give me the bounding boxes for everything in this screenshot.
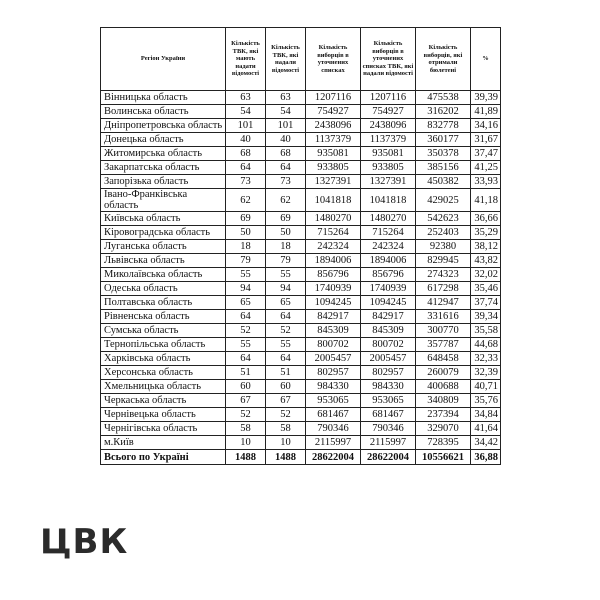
cell-voters-reported: 2005457: [361, 352, 416, 366]
cell-percent: 34,84: [471, 408, 501, 422]
table-row: [101, 422, 501, 436]
cell-voters-reported: 681467: [361, 408, 416, 422]
header-region: Регіон України: [101, 28, 226, 91]
cell-region: Миколаївська область: [101, 268, 226, 282]
table-row: [101, 380, 501, 394]
cell-tvk-reported: 51: [266, 366, 306, 380]
cell-percent: 44,68: [471, 338, 501, 352]
cell-tvk-reported: 40: [266, 133, 306, 147]
cell-voters-lists: 1207116: [306, 91, 361, 105]
table-row: [101, 254, 501, 268]
cell-ballots-received: 728395: [416, 436, 471, 450]
table-row: [101, 189, 501, 212]
cell-tvk-reported: 10: [266, 436, 306, 450]
cell-tvk-reported: 69: [266, 212, 306, 226]
cell-region: Черкаська область: [101, 394, 226, 408]
cell-ballots-received: 450382: [416, 175, 471, 189]
cell-tvk-reported: 63: [266, 91, 306, 105]
cell-percent: 35,29: [471, 226, 501, 240]
cell-tvk-expected: 58: [226, 422, 266, 436]
table-row: [101, 240, 501, 254]
cell-tvk-expected: 63: [226, 91, 266, 105]
cell-voters-lists: 856796: [306, 268, 361, 282]
cell-ballots-received: 829945: [416, 254, 471, 268]
table-row: [101, 352, 501, 366]
cell-percent: 37,47: [471, 147, 501, 161]
cell-voters-reported: 933805: [361, 161, 416, 175]
cell-percent: 39,39: [471, 91, 501, 105]
cell-tvk-expected: 55: [226, 338, 266, 352]
total-cell-voters-lists: 28622004: [306, 450, 361, 465]
cell-tvk-expected: 62: [226, 189, 266, 212]
cell-voters-reported: 1207116: [361, 91, 416, 105]
cell-ballots-received: 350378: [416, 147, 471, 161]
table-row: [101, 175, 501, 189]
cell-tvk-reported: 67: [266, 394, 306, 408]
table-header-row: [101, 28, 501, 91]
cell-percent: 32,02: [471, 268, 501, 282]
cell-region: Сумська область: [101, 324, 226, 338]
cell-tvk-expected: 51: [226, 366, 266, 380]
cell-percent: 41,89: [471, 105, 501, 119]
cell-percent: 41,18: [471, 189, 501, 212]
cell-voters-reported: 1094245: [361, 296, 416, 310]
total-cell-ballots-received: 10556621: [416, 450, 471, 465]
cell-tvk-reported: 52: [266, 408, 306, 422]
cell-voters-lists: 1740939: [306, 282, 361, 296]
cell-voters-lists: 800702: [306, 338, 361, 352]
cell-region: Одеська область: [101, 282, 226, 296]
cell-tvk-reported: 55: [266, 268, 306, 282]
cell-voters-reported: 856796: [361, 268, 416, 282]
cell-percent: 41,64: [471, 422, 501, 436]
cell-region: Волинська область: [101, 105, 226, 119]
cell-ballots-received: 400688: [416, 380, 471, 394]
cell-voters-lists: 1480270: [306, 212, 361, 226]
cell-voters-lists: 681467: [306, 408, 361, 422]
cell-region: Львівська область: [101, 254, 226, 268]
cell-ballots-received: 237394: [416, 408, 471, 422]
total-cell-tvk-expected: 1488: [226, 450, 266, 465]
cell-tvk-reported: 54: [266, 105, 306, 119]
cell-tvk-expected: 52: [226, 324, 266, 338]
table-row: [101, 324, 501, 338]
cell-voters-reported: 845309: [361, 324, 416, 338]
cell-tvk-expected: 52: [226, 408, 266, 422]
cell-voters-lists: 790346: [306, 422, 361, 436]
table-row: [101, 268, 501, 282]
cell-percent: 39,34: [471, 310, 501, 324]
cell-ballots-received: 360177: [416, 133, 471, 147]
cell-tvk-expected: 60: [226, 380, 266, 394]
total-cell-voters-reported: 28622004: [361, 450, 416, 465]
cell-voters-reported: 754927: [361, 105, 416, 119]
cell-ballots-received: 260079: [416, 366, 471, 380]
table-row: [101, 147, 501, 161]
cell-region: Хмельницька область: [101, 380, 226, 394]
cell-tvk-expected: 67: [226, 394, 266, 408]
header-ballots-received: Кількість виборців, які отримали бюлетені: [416, 28, 471, 91]
table-row: [101, 133, 501, 147]
cell-tvk-reported: 101: [266, 119, 306, 133]
table-row: [101, 408, 501, 422]
cell-voters-reported: 790346: [361, 422, 416, 436]
cell-voters-reported: 2438096: [361, 119, 416, 133]
cell-tvk-expected: 68: [226, 147, 266, 161]
cell-voters-reported: 1740939: [361, 282, 416, 296]
cell-tvk-reported: 73: [266, 175, 306, 189]
cell-ballots-received: 329070: [416, 422, 471, 436]
cell-tvk-reported: 52: [266, 324, 306, 338]
cell-region: Рівненська область: [101, 310, 226, 324]
cell-ballots-received: 316202: [416, 105, 471, 119]
table-body: [101, 91, 501, 465]
cell-voters-lists: 935081: [306, 147, 361, 161]
cell-percent: 37,74: [471, 296, 501, 310]
cell-region: Чернігівська область: [101, 422, 226, 436]
cell-voters-reported: 953065: [361, 394, 416, 408]
cell-tvk-expected: 94: [226, 282, 266, 296]
cell-voters-lists: 1137379: [306, 133, 361, 147]
cell-tvk-expected: 79: [226, 254, 266, 268]
cell-ballots-received: 412947: [416, 296, 471, 310]
cell-voters-reported: 935081: [361, 147, 416, 161]
table-row: [101, 212, 501, 226]
cell-tvk-expected: 65: [226, 296, 266, 310]
total-cell-region: Всього по Україні: [101, 450, 226, 465]
cell-percent: 43,82: [471, 254, 501, 268]
cell-voters-lists: 1094245: [306, 296, 361, 310]
cell-region: Житомирська область: [101, 147, 226, 161]
cell-tvk-reported: 18: [266, 240, 306, 254]
cell-voters-lists: 242324: [306, 240, 361, 254]
cell-percent: 35,76: [471, 394, 501, 408]
cell-tvk-reported: 68: [266, 147, 306, 161]
table-row: [101, 394, 501, 408]
cell-voters-reported: 242324: [361, 240, 416, 254]
cell-percent: 31,67: [471, 133, 501, 147]
cell-tvk-reported: 50: [266, 226, 306, 240]
cell-tvk-expected: 18: [226, 240, 266, 254]
cell-percent: 35,58: [471, 324, 501, 338]
cell-percent: 35,46: [471, 282, 501, 296]
cell-tvk-expected: 50: [226, 226, 266, 240]
cell-voters-reported: 802957: [361, 366, 416, 380]
cell-voters-lists: 2005457: [306, 352, 361, 366]
cell-tvk-expected: 40: [226, 133, 266, 147]
cell-voters-reported: 2115997: [361, 436, 416, 450]
cell-ballots-received: 832778: [416, 119, 471, 133]
cell-ballots-received: 274323: [416, 268, 471, 282]
table-row: [101, 161, 501, 175]
cell-tvk-expected: 55: [226, 268, 266, 282]
cell-ballots-received: 542623: [416, 212, 471, 226]
cell-region: Чернівецька область: [101, 408, 226, 422]
cell-tvk-reported: 79: [266, 254, 306, 268]
cell-voters-lists: 845309: [306, 324, 361, 338]
table-row: [101, 296, 501, 310]
cell-ballots-received: 475538: [416, 91, 471, 105]
cell-region: Вінницька область: [101, 91, 226, 105]
cell-ballots-received: 648458: [416, 352, 471, 366]
cell-ballots-received: 340809: [416, 394, 471, 408]
table-row: [101, 310, 501, 324]
table-row: [101, 105, 501, 119]
table-row: [101, 366, 501, 380]
cell-percent: 38,12: [471, 240, 501, 254]
cell-voters-lists: 984330: [306, 380, 361, 394]
cell-region: Запорізька область: [101, 175, 226, 189]
header-voters-reported: Кількість виборців в уточнених списках ТВК, які надали відомості: [361, 28, 416, 91]
cell-voters-reported: 1327391: [361, 175, 416, 189]
cell-voters-lists: 953065: [306, 394, 361, 408]
cell-tvk-reported: 60: [266, 380, 306, 394]
cell-voters-reported: 800702: [361, 338, 416, 352]
header-percent: %: [471, 28, 501, 91]
cell-voters-lists: 2115997: [306, 436, 361, 450]
table-row: [101, 282, 501, 296]
cell-region: Донецька область: [101, 133, 226, 147]
table-row: [101, 338, 501, 352]
cell-ballots-received: 252403: [416, 226, 471, 240]
cell-voters-lists: 715264: [306, 226, 361, 240]
cell-voters-lists: 842917: [306, 310, 361, 324]
cell-voters-lists: 1894006: [306, 254, 361, 268]
cell-percent: 33,93: [471, 175, 501, 189]
cell-voters-reported: 715264: [361, 226, 416, 240]
cell-voters-reported: 1894006: [361, 254, 416, 268]
header-tvk-reported: Кількість ТВК, які надали відомості: [266, 28, 306, 91]
cell-percent: 32,39: [471, 366, 501, 380]
cell-region: Харківська область: [101, 352, 226, 366]
cell-region: Полтавська область: [101, 296, 226, 310]
cell-tvk-reported: 64: [266, 352, 306, 366]
cell-tvk-expected: 64: [226, 310, 266, 324]
cell-percent: 32,33: [471, 352, 501, 366]
cell-tvk-expected: 101: [226, 119, 266, 133]
cell-ballots-received: 617298: [416, 282, 471, 296]
cell-region: Івано-Франківська область: [101, 189, 226, 212]
cell-ballots-received: 92380: [416, 240, 471, 254]
cell-ballots-received: 429025: [416, 189, 471, 212]
cell-tvk-reported: 62: [266, 189, 306, 212]
cell-region: Луганська область: [101, 240, 226, 254]
cell-percent: 34,42: [471, 436, 501, 450]
cell-voters-lists: 2438096: [306, 119, 361, 133]
cell-region: Київська область: [101, 212, 226, 226]
cell-region: Тернопільська область: [101, 338, 226, 352]
cell-voters-lists: 1327391: [306, 175, 361, 189]
cell-percent: 40,71: [471, 380, 501, 394]
total-cell-percent: 36,88: [471, 450, 501, 465]
cell-tvk-expected: 69: [226, 212, 266, 226]
cell-tvk-reported: 64: [266, 161, 306, 175]
cell-voters-reported: 1137379: [361, 133, 416, 147]
table-row: [101, 119, 501, 133]
cell-tvk-reported: 65: [266, 296, 306, 310]
header-voters-lists: Кількість виборців в уточнених списках: [306, 28, 361, 91]
total-cell-tvk-reported: 1488: [266, 450, 306, 465]
cell-tvk-expected: 10: [226, 436, 266, 450]
cell-voters-reported: 842917: [361, 310, 416, 324]
cell-voters-reported: 1480270: [361, 212, 416, 226]
cell-region: Закарпатська область: [101, 161, 226, 175]
results-table-sheet: [100, 27, 500, 465]
cell-ballots-received: 331616: [416, 310, 471, 324]
cell-voters-lists: 802957: [306, 366, 361, 380]
cell-tvk-reported: 64: [266, 310, 306, 324]
cell-ballots-received: 385156: [416, 161, 471, 175]
cell-percent: 34,16: [471, 119, 501, 133]
cell-percent: 41,25: [471, 161, 501, 175]
cell-region: Дніпропетровська область: [101, 119, 226, 133]
cell-voters-reported: 1041818: [361, 189, 416, 212]
cell-tvk-expected: 64: [226, 352, 266, 366]
cell-ballots-received: 300770: [416, 324, 471, 338]
cell-region: м.Київ: [101, 436, 226, 450]
cell-ballots-received: 357787: [416, 338, 471, 352]
cell-voters-lists: 933805: [306, 161, 361, 175]
cvk-logo: ЦВК: [40, 522, 129, 562]
cell-tvk-expected: 64: [226, 161, 266, 175]
cell-voters-reported: 984330: [361, 380, 416, 394]
header-tvk-expected: Кількість ТВК, які мають надати відомості: [226, 28, 266, 91]
cell-percent: 36,66: [471, 212, 501, 226]
cell-region: Херсонська область: [101, 366, 226, 380]
table-row: [101, 226, 501, 240]
cell-tvk-reported: 94: [266, 282, 306, 296]
table-row: [101, 91, 501, 105]
cell-voters-lists: 754927: [306, 105, 361, 119]
table-total-row: [101, 450, 501, 465]
cell-tvk-expected: 54: [226, 105, 266, 119]
cell-tvk-reported: 55: [266, 338, 306, 352]
turnout-table: [100, 27, 501, 465]
cell-tvk-reported: 58: [266, 422, 306, 436]
cell-tvk-expected: 73: [226, 175, 266, 189]
cell-voters-lists: 1041818: [306, 189, 361, 212]
table-row: [101, 436, 501, 450]
cell-region: Кіровоградська область: [101, 226, 226, 240]
